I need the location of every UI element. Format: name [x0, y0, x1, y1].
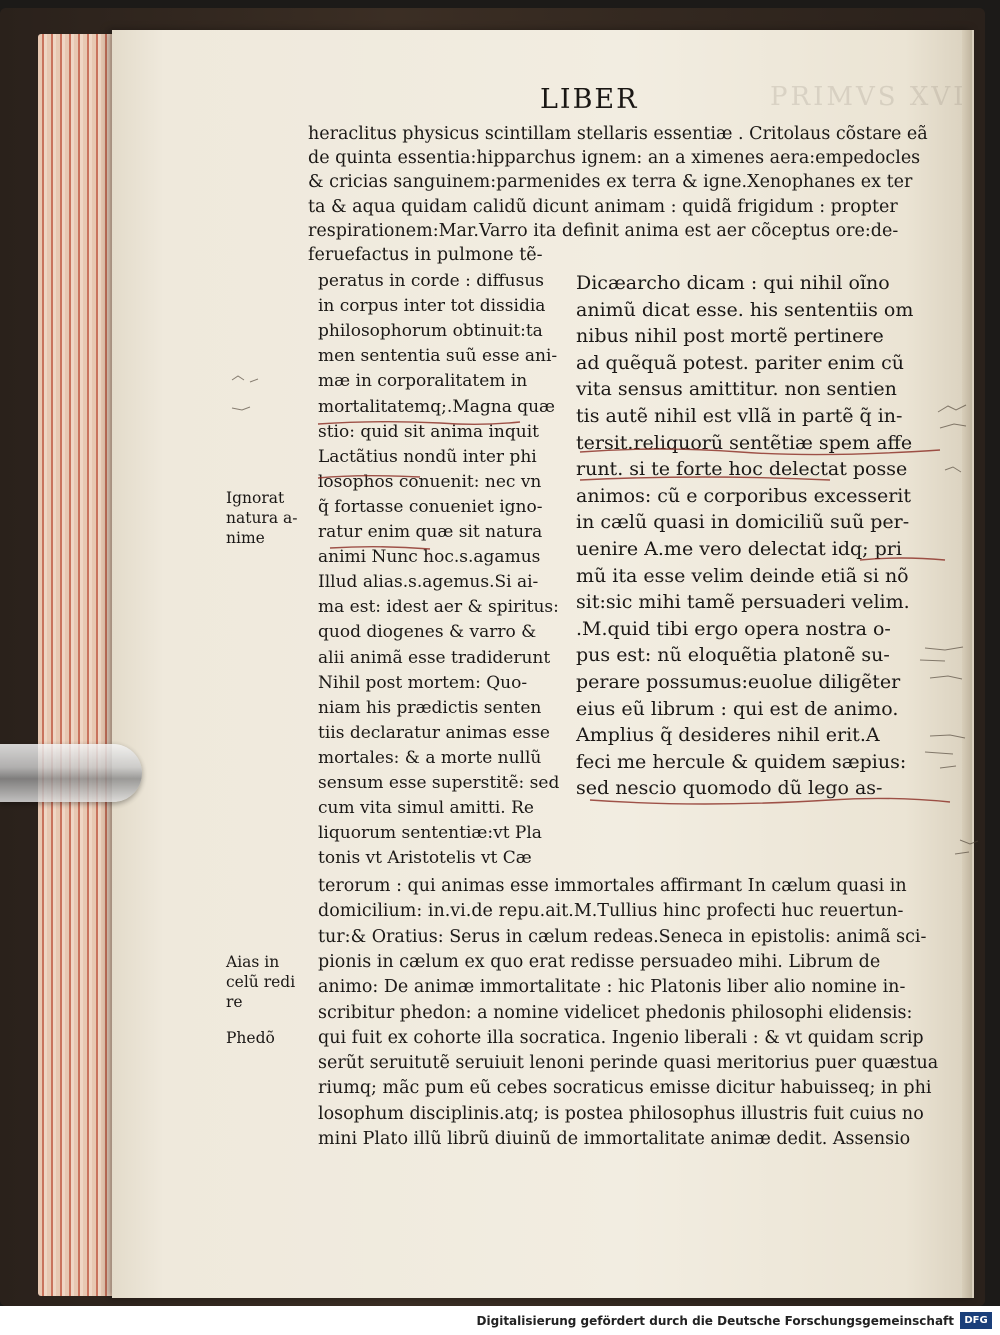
text-line: eius eũ librum : qui est de animo. — [576, 697, 899, 720]
text-line: mortalitatemq;.Magna quæ — [318, 396, 556, 417]
text-line: nibus nihil post mortẽ pertinere — [576, 325, 884, 348]
show-through-text: PRIMVS XVI — [770, 82, 967, 112]
text-line: alii animã esse tradiderunt — [318, 647, 551, 668]
text-line: animo: De animæ immortalitate : hic Platonis liber alio nomine in- — [318, 977, 906, 998]
text-line: ratur enim quæ sit natura — [318, 522, 543, 542]
text-line: mæ in corporalitatem in — [318, 371, 528, 392]
text-line: terorum : qui animas esse immortales affirmant In cælum quasi in — [318, 876, 907, 896]
text-line: animi Nunc hoc.s.agamus — [318, 547, 541, 568]
text-line: domicilium: in.vi.de repu.ait.M.Tullius hinc profecti huc reuertun- — [318, 901, 904, 922]
footer-bar — [0, 1306, 1000, 1335]
text-line: animos: cũ e corporibus excesserit — [576, 484, 911, 507]
text-line: Amplius q̃ desideres nihil erit.A — [576, 724, 880, 747]
text-line: losophum disciplinis.atq; is postea philosophus illustris fuit cuius no — [318, 1103, 924, 1124]
text-line: feci me hercule & quidem sæpius: — [576, 750, 907, 773]
text-line: tiis declaratur animas esse — [318, 722, 550, 743]
text-line: vita sensus amittitur. non sentien — [576, 378, 897, 401]
text-line: niam his prædictis senten — [318, 697, 542, 718]
margin-note-line: re — [226, 993, 243, 1011]
text-line: men sententia suũ esse ani- — [318, 346, 558, 367]
running-head: LIBER — [540, 84, 639, 115]
text-line: tonis vt Aristotelis vt Cæ — [318, 848, 532, 869]
text-line: cum vita simul amitti. Re — [318, 798, 534, 819]
text-line: tersit.reliquorũ sentẽtiæ spem affe — [576, 431, 913, 454]
text-line: heraclitus physicus scintillam stellaris essentiæ . Critolaus cõstare eã — [308, 124, 928, 144]
text-line: feruefactus in pulmone tẽ- — [308, 245, 543, 265]
text-line: philosophorum obtinuit:ta — [318, 321, 543, 342]
text-line: riumq; mãc pum eũ cebes socraticus emisse dicitur habuisseq; in phi — [318, 1078, 932, 1099]
text-line: scribitur phedon: a nomine videlicet phedonis philosophi elidensis: — [318, 1002, 913, 1023]
text-line: q̃ fortasse conueniet igno- — [318, 496, 543, 517]
text-line: respirationem:Mar.Varro ita definit anima est aer cõceptus ore:de- — [308, 220, 899, 241]
text-line: .M.quid tibi ergo opera nostra o- — [576, 617, 891, 640]
text-line: serũt seruitutẽ seruiuit lenoni perinde quasi meritorius puer quæstua — [318, 1053, 939, 1074]
book-clip — [0, 744, 142, 802]
margin-note-line: celũ redi — [226, 973, 296, 991]
text-line: animũ dicat esse. his sententiis om — [576, 298, 914, 321]
text-line: mũ ita esse velim deinde etiã si nõ — [576, 564, 909, 587]
text-line: runt. si te forte hoc delectat posse — [576, 458, 908, 481]
margin-note-aias — [226, 952, 295, 1012]
text-line: Lactãtius nondũ inter phi — [318, 446, 537, 467]
text-line: sensum esse superstitẽ: sed — [318, 773, 560, 793]
text-line: uenire A.me vero delectat idq; pri — [576, 538, 902, 560]
text-line: mortales: & a morte nullũ — [318, 747, 542, 768]
text-line: Illud alias.s.agemus.Si ai- — [318, 572, 539, 593]
footer-credit: Digitalisierung gefördert durch die Deutsche Forschungsgemeinschaft — [476, 1314, 954, 1328]
text-line: quod diogenes & varro & — [318, 622, 537, 643]
text-line: ta & aqua quidam calidũ dicunt animam : quidã frigidum : propter — [308, 196, 898, 217]
text-line: in corpus inter tot dissidia — [318, 296, 546, 317]
text-line: losophos conuenit: nec vn — [318, 471, 542, 492]
text-line: in cælũ quasi in domiciliũ suũ per- — [576, 511, 910, 534]
text-line: tur:& Oratius: Serus in cælum redeas.Seneca in epistolis: animã sci- — [318, 926, 927, 947]
text-line: qui fuit ex cohorte illa socratica. Ingenio liberali : & vt quidam scrip — [318, 1027, 924, 1048]
text-line: ad quẽquã potest. pariter enim cũ — [576, 351, 905, 374]
text-line: sed nescio quomodo dũ lego as- — [576, 777, 883, 800]
margin-note-ignorat — [226, 488, 298, 548]
text-line: mini Plato illũ librũ diuinũ de immortalitate animæ dedit. Assensio — [318, 1129, 911, 1149]
text-line: ma est: idest aer & spiritus: — [318, 597, 559, 618]
text-line: pionis in cælum ex quo erat redisse persuadeo mihi. Librum de — [318, 951, 881, 972]
text-line: Nihil post mortem: Quo- — [318, 672, 528, 693]
margin-note-line: Aias in — [226, 953, 280, 971]
margin-note-line: natura a- — [226, 509, 298, 527]
text-line: & cricias sanguinem:parmenides ex terra & igne.Xenophanes ex ter — [308, 172, 913, 193]
text-line: sit:sic mihi tamẽ persuaderi velim. — [576, 591, 910, 614]
text-line: perare possumus:euolue diligẽter — [576, 671, 901, 693]
page-edge-right — [962, 30, 972, 1298]
margin-note-line: nime — [226, 529, 265, 547]
text-line: Dicæarcho dicam : qui nihil oĩno — [576, 272, 890, 294]
text-line: pus est: nũ eloquẽtia platonẽ su- — [576, 644, 890, 667]
text-line: tis autẽ nihil est vllã in partẽ q̃ in- — [576, 405, 903, 427]
margin-note-line: Ignorat — [226, 489, 285, 507]
text-line: stio: quid sit anima inquit — [318, 421, 539, 442]
text-line: liquorum sententiæ:vt Pla — [318, 823, 542, 844]
text-line: peratus in corde : diffusus — [318, 271, 545, 291]
margin-note-phedon: Phedõ — [226, 1029, 275, 1047]
dfg-logo: DFG — [960, 1312, 992, 1329]
text-line: de quinta essentia:hipparchus ignem: an a ximenes aera:empedocles — [308, 148, 921, 169]
